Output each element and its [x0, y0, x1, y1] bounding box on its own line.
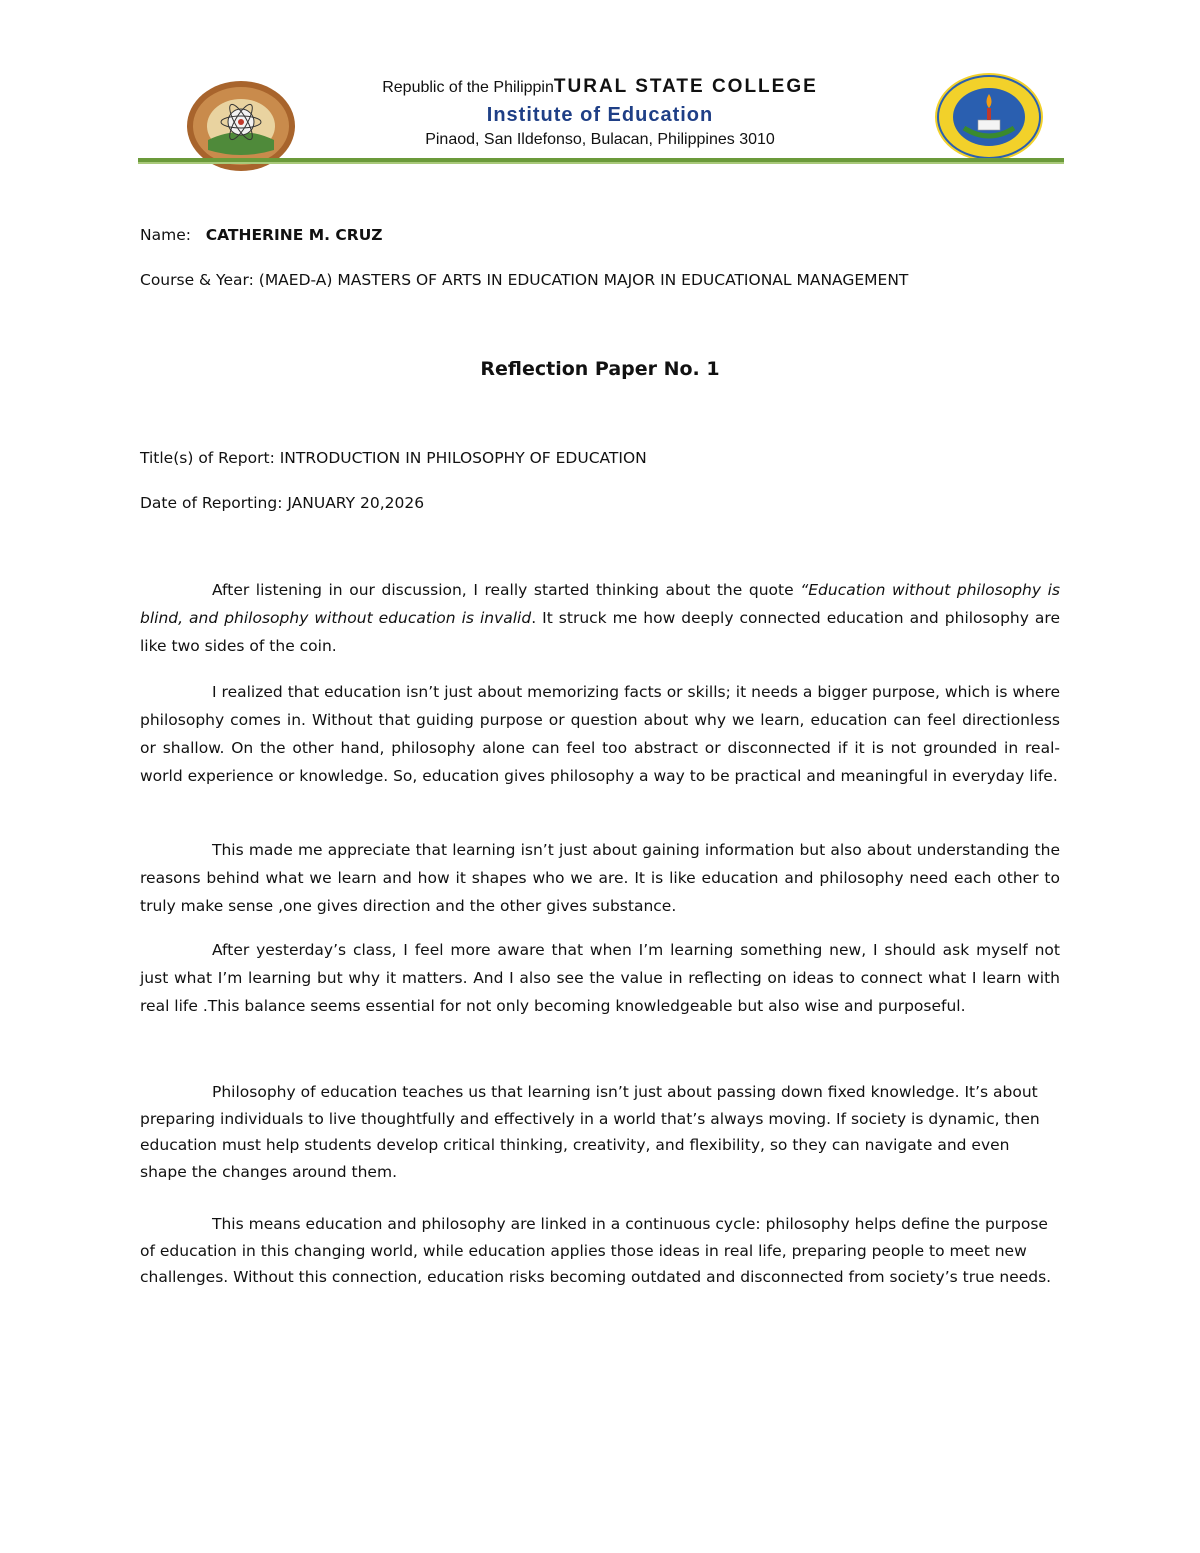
p1-text-a: After listening in our discussion, I really started thinking about the quote: [212, 581, 801, 599]
name-value: CATHERINE M. CRUZ: [205, 226, 383, 244]
body-paragraph-1: [140, 576, 1060, 660]
body-paragraph-5: [140, 1079, 1060, 1185]
p3-text: This made me appreciate that learning isn’t just about gaining information but also about understanding the reasons behind what we learn and how it shapes who we are. It is like education and philosophy need each other to truly make sense ,one gives direction and the other gives substance.: [140, 841, 1060, 915]
p5-text: Philosophy of education teaches us that learning isn’t just about passing down fixed knowledge. It’s about preparing individuals to live thoughtfully and effectively in a world that’s always moving. If society is dynamic, then education must help students develop critical thinking, creativity, and flexibility, so they can navigate and even shape the changes around them.: [140, 1083, 1040, 1181]
report-title-field: [140, 449, 647, 467]
p1-text-b: . It struck me how deeply connected education and philosophy are like two sides of the coin.: [140, 609, 1061, 655]
paper-title: Reflection Paper No. 1: [480, 358, 720, 380]
header-rule-light: [138, 162, 1064, 164]
institute-name: Institute of Education: [486, 104, 714, 126]
republic-text: Republic of the Philippin: [382, 79, 554, 96]
p4-text: After yesterday’s class, I feel more aware that when I’m learning something new, I should ask myself not just what I’m learning but why it matters. And I also see the value in reflecting on ideas to connect what I learn with real life .This balance seems essential for not only becoming knowledgeable but also wise and purposeful.: [140, 941, 1060, 1015]
letterhead: [0, 0, 1200, 180]
report-date-label: Date of Reporting:: [140, 494, 283, 512]
p6-text: This means education and philosophy are linked in a continuous cycle: philosophy helps define the purpose of education in this changing world, while education applies those ideas in real life, preparing people to meet new challenges. Without this connection, education risks becoming outdated and disconnected from society’s true needs.: [140, 1215, 1052, 1286]
body-paragraph-2: [140, 678, 1060, 790]
republic-line: [300, 76, 900, 98]
name-label: Name:: [140, 226, 191, 244]
p2-text: I realized that education isn’t just about memorizing facts or skills; it needs a bigger purpose, which is where philosophy comes in. Without that guiding purpose or question about why we learn, education can feel directionless or shallow. On the other hand, philosophy alone can feel too abstract or disconnected if it is not grounded in real-world experience or knowledge. So, education gives philosophy a way to be practical and meaningful in everyday life.: [140, 683, 1060, 785]
college-name: TURAL STATE COLLEGE: [553, 76, 818, 97]
course-value: (MAED-A) MASTERS OF ARTS IN EDUCATION MAJOR IN EDUCATIONAL MANAGEMENT: [258, 271, 909, 289]
report-date-value: JANUARY 20,2026: [287, 494, 425, 512]
body-paragraph-4: [140, 936, 1060, 1020]
name-field: [140, 226, 383, 244]
report-title-value: INTRODUCTION IN PHILOSOPHY OF EDUCATION: [279, 449, 647, 467]
report-title-label: Title(s) of Report:: [140, 449, 275, 467]
body-paragraph-6: [140, 1211, 1060, 1291]
course-label: Course & Year:: [140, 271, 254, 289]
course-field: [140, 271, 908, 289]
p1-quote: “Education without philosophy is blind, and philosophy without education is invalid: [140, 581, 1060, 627]
report-date-field: [140, 494, 424, 512]
institute-seal-logo: [934, 72, 1044, 162]
address-line: Pinaod, San Ildefonso, Bulacan, Philippines 3010: [425, 131, 775, 148]
body-paragraph-3: [140, 836, 1060, 920]
